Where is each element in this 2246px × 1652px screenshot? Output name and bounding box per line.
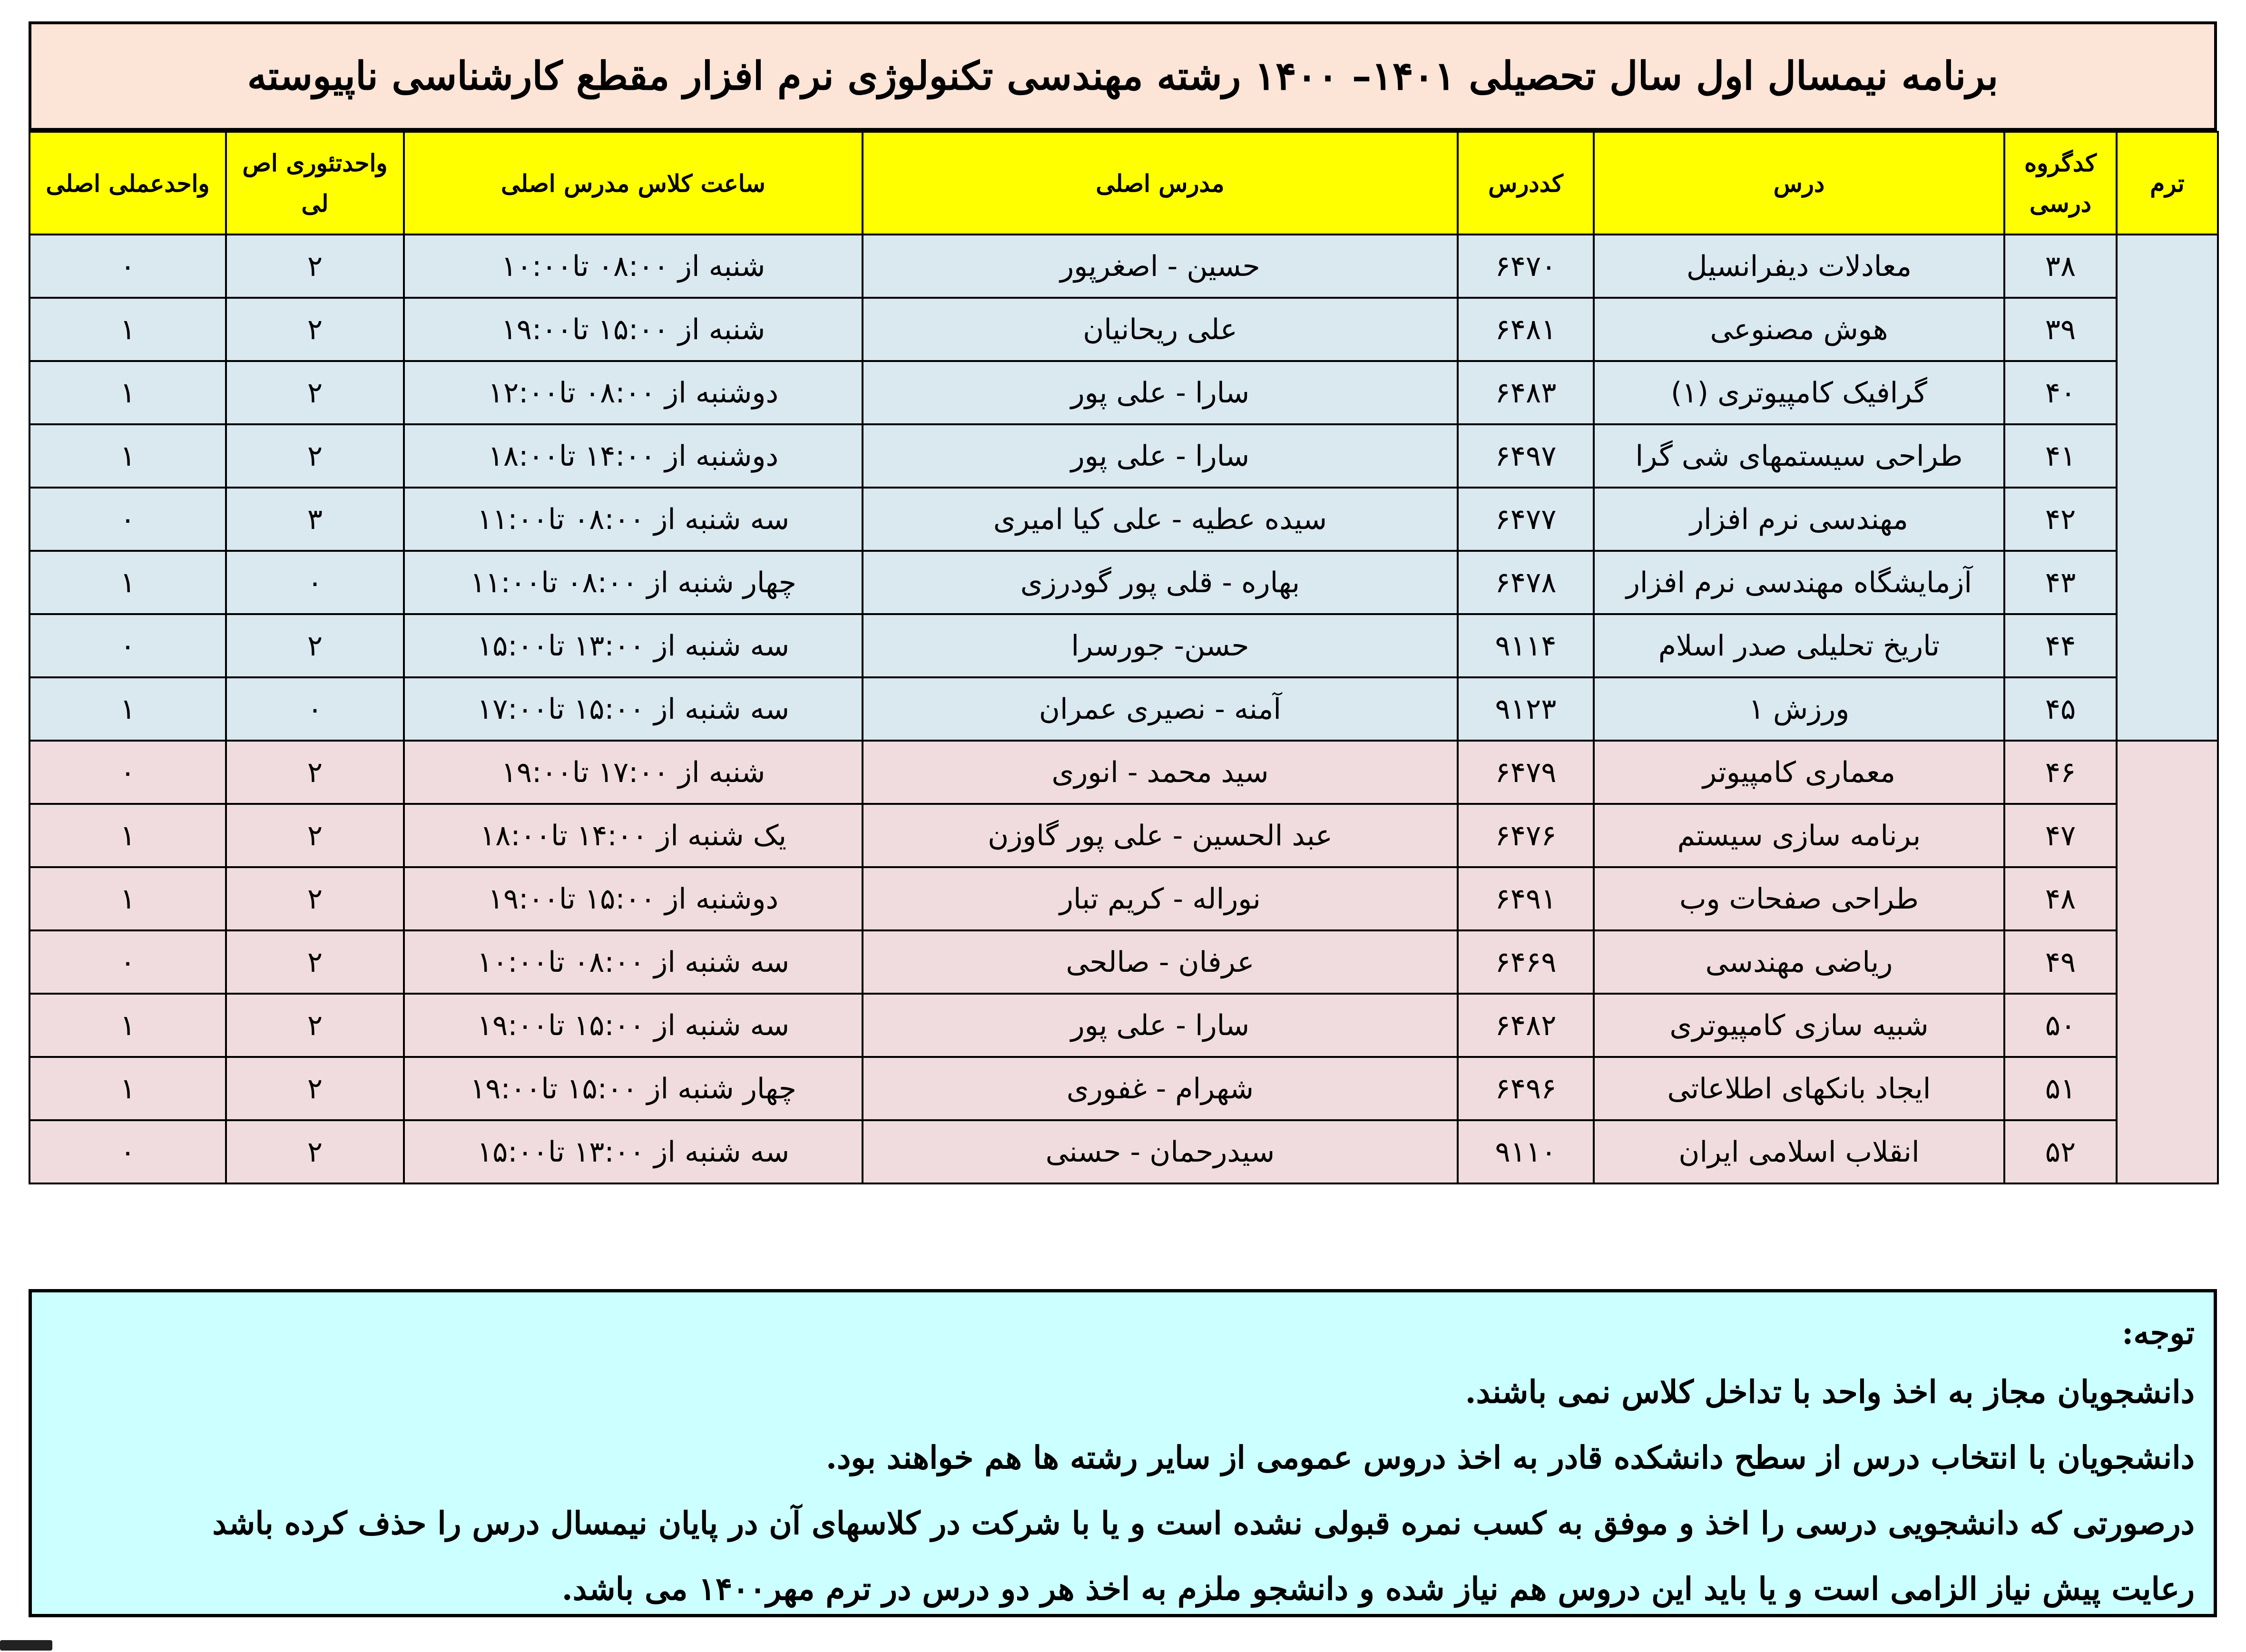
course-code-cell: ۶۴۸۲ (1458, 994, 1594, 1057)
class-time-cell: سه شنبه از ۱۵:۰۰ تا۱۷:۰۰ (404, 677, 863, 741)
class-time-cell: سه شنبه از ۱۳:۰۰ تا۱۵:۰۰ (404, 1120, 863, 1183)
instructor-cell: سارا - علی پور (863, 424, 1458, 488)
course-name-cell: ریاضی مهندسی (1594, 930, 2004, 994)
practical-units-cell: ۰ (29, 235, 226, 298)
instructor-cell: حسین - اصغرپور (863, 235, 1458, 298)
table-row (29, 361, 2218, 424)
group-code-cell: ۴۳ (2004, 551, 2117, 614)
class-time-cell: دوشنبه از ۱۴:۰۰ تا۱۸:۰۰ (404, 424, 863, 488)
corner-watermark (0, 1640, 52, 1651)
course-code-cell: ۶۴۷۶ (1458, 804, 1594, 867)
instructor-cell: سیده عطیه - علی کیا امیری (863, 488, 1458, 551)
theory-units-cell: ۲ (226, 867, 404, 930)
instructor-cell: بهاره - قلی پور گودرزی (863, 551, 1458, 614)
instructor-cell: سارا - علی پور (863, 361, 1458, 424)
header-instructor: مدرس اصلی (863, 132, 1458, 235)
group-code-cell: ۴۴ (2004, 614, 2117, 677)
course-code-cell: ۶۴۷۷ (1458, 488, 1594, 551)
header-course-code: کددرس (1458, 132, 1594, 235)
notes-heading: توجه: (2121, 1314, 2195, 1351)
class-time-cell: چهار شنبه از ۰۸:۰۰ تا۱۱:۰۰ (404, 551, 863, 614)
table-row (29, 424, 2218, 488)
course-name-cell: طراحی صفحات وب (1594, 867, 2004, 930)
group-code-cell: ۵۱ (2004, 1057, 2117, 1120)
instructor-cell: سیدرحمان - حسنی (863, 1120, 1458, 1183)
course-name-cell: ایجاد بانکهای اطلاعاتی (1594, 1057, 2004, 1120)
course-code-cell: ۶۴۷۸ (1458, 551, 1594, 614)
term-label-third (2117, 741, 2218, 1183)
table-row (29, 298, 2218, 361)
course-code-cell: ۶۴۷۰ (1458, 235, 1594, 298)
group-code-cell: ۵۲ (2004, 1120, 2117, 1183)
course-code-cell: ۹۱۲۳ (1458, 677, 1594, 741)
theory-units-cell: ۲ (226, 424, 404, 488)
group-code-cell: ۳۹ (2004, 298, 2117, 361)
notes-box (29, 1289, 2217, 1617)
theory-units-cell: ۲ (226, 741, 404, 804)
group-code-cell: ۴۱ (2004, 424, 2117, 488)
class-time-cell: سه شنبه از ۰۸:۰۰ تا۱۰:۰۰ (404, 930, 863, 994)
class-time-cell: یک شنبه از ۱۴:۰۰ تا۱۸:۰۰ (404, 804, 863, 867)
course-code-cell: ۹۱۱۰ (1458, 1120, 1594, 1183)
practical-units-cell: ۱ (29, 867, 226, 930)
class-time-cell: سه شنبه از ۱۵:۰۰ تا۱۹:۰۰ (404, 994, 863, 1057)
term-label-second (2117, 235, 2218, 741)
instructor-cell: عبد الحسین - علی پور گاوزن (863, 804, 1458, 867)
note-line: دانشجویان مجاز به اخذ واحد با تداخل کلاس نمی باشند. (1465, 1373, 2195, 1410)
class-time-cell: شنبه از ۱۷:۰۰ تا۱۹:۰۰ (404, 741, 863, 804)
course-code-cell: ۶۴۷۹ (1458, 741, 1594, 804)
theory-units-cell: ۲ (226, 235, 404, 298)
instructor-cell: عرفان - صالحی (863, 930, 1458, 994)
table-row (29, 235, 2218, 298)
practical-units-cell: ۰ (29, 488, 226, 551)
theory-units-cell: ۲ (226, 804, 404, 867)
practical-units-cell: ۰ (29, 614, 226, 677)
table-row (29, 930, 2218, 994)
group-code-cell: ۳۸ (2004, 235, 2117, 298)
course-code-cell: ۶۴۶۹ (1458, 930, 1594, 994)
class-time-cell: سه شنبه از ۱۳:۰۰ تا۱۵:۰۰ (404, 614, 863, 677)
note-line: درصورتی که دانشجویی درسی را اخذ و موفق به کسب نمره قبولی نشده است و یا با شرکت در کلاسهای آن در پایان نیمسال درس را حذف کرده باشد (212, 1505, 2195, 1542)
class-time-cell: دوشنبه از ۰۸:۰۰ تا۱۲:۰۰ (404, 361, 863, 424)
course-code-cell: ۶۴۹۷ (1458, 424, 1594, 488)
course-code-cell: ۹۱۱۴ (1458, 614, 1594, 677)
course-code-cell: ۶۴۸۱ (1458, 298, 1594, 361)
course-name-cell: طراحی سیستمهای شی گرا (1594, 424, 2004, 488)
theory-units-cell: ۲ (226, 994, 404, 1057)
note-line: رعایت پیش نیاز الزامی است و یا باید این دروس هم نیاز شده و دانشجو ملزم به اخذ هر دو درس در ترم مهر۱۴۰۰ می باشد. (561, 1570, 2195, 1607)
instructor-cell: نوراله - کریم تبار (863, 867, 1458, 930)
theory-units-cell: ۰ (226, 677, 404, 741)
theory-units-cell: ۰ (226, 551, 404, 614)
course-schedule-table (29, 131, 2219, 1184)
page-title: برنامه نیمسال اول سال تحصیلی ۱۴۰۱– ۱۴۰۰ رشته مهندسی تکنولوژی نرم افزار مقطع کارشناسی ناپیوسته (29, 21, 2217, 131)
instructor-cell: آمنه - نصیری عمران (863, 677, 1458, 741)
table-row (29, 741, 2218, 804)
class-time-cell: دوشنبه از ۱۵:۰۰ تا۱۹:۰۰ (404, 867, 863, 930)
practical-units-cell: ۱ (29, 677, 226, 741)
class-time-cell: شنبه از ۰۸:۰۰ تا۱۰:۰۰ (404, 235, 863, 298)
header-practical-units: واحدعملی اصلی (29, 132, 226, 235)
course-name-cell: انقلاب اسلامی ایران (1594, 1120, 2004, 1183)
class-time-cell: چهار شنبه از ۱۵:۰۰ تا۱۹:۰۰ (404, 1057, 863, 1120)
group-code-cell: ۴۲ (2004, 488, 2117, 551)
header-class-time: ساعت کلاس مدرس اصلی (404, 132, 863, 235)
practical-units-cell: ۱ (29, 361, 226, 424)
course-name-cell: هوش مصنوعی (1594, 298, 2004, 361)
table-row (29, 488, 2218, 551)
group-code-cell: ۵۰ (2004, 994, 2117, 1057)
class-time-cell: شنبه از ۱۵:۰۰ تا۱۹:۰۰ (404, 298, 863, 361)
practical-units-cell: ۱ (29, 804, 226, 867)
group-code-cell: ۴۷ (2004, 804, 2117, 867)
table-row (29, 867, 2218, 930)
group-code-cell: ۴۰ (2004, 361, 2117, 424)
theory-units-cell: ۲ (226, 930, 404, 994)
theory-units-cell: ۲ (226, 298, 404, 361)
header-group-code: کدگروه درسی (2004, 132, 2117, 235)
course-code-cell: ۶۴۹۶ (1458, 1057, 1594, 1120)
table-row (29, 1057, 2218, 1120)
table-row (29, 1120, 2218, 1183)
practical-units-cell: ۱ (29, 551, 226, 614)
course-name-cell: شبیه سازی کامپیوتری (1594, 994, 2004, 1057)
theory-units-cell: ۳ (226, 488, 404, 551)
table-row (29, 614, 2218, 677)
header-course: درس (1594, 132, 2004, 235)
course-name-cell: ورزش ۱ (1594, 677, 2004, 741)
practical-units-cell: ۰ (29, 741, 226, 804)
group-code-cell: ۴۶ (2004, 741, 2117, 804)
theory-units-cell: ۲ (226, 614, 404, 677)
table-row (29, 994, 2218, 1057)
course-name-cell: مهندسی نرم افزار (1594, 488, 2004, 551)
instructor-cell: حسن- جورسرا (863, 614, 1458, 677)
instructor-cell: علی ریحانیان (863, 298, 1458, 361)
header-term: ترم (2117, 132, 2218, 235)
practical-units-cell: ۱ (29, 298, 226, 361)
table-row (29, 551, 2218, 614)
practical-units-cell: ۰ (29, 1120, 226, 1183)
group-code-cell: ۴۵ (2004, 677, 2117, 741)
course-name-cell: معماری کامپیوتر (1594, 741, 2004, 804)
group-code-cell: ۴۸ (2004, 867, 2117, 930)
practical-units-cell: ۱ (29, 424, 226, 488)
course-code-cell: ۶۴۸۳ (1458, 361, 1594, 424)
practical-units-cell: ۰ (29, 930, 226, 994)
table-row (29, 804, 2218, 867)
theory-units-cell: ۲ (226, 1120, 404, 1183)
course-code-cell: ۶۴۹۱ (1458, 867, 1594, 930)
course-name-cell: برنامه سازی سیستم (1594, 804, 2004, 867)
class-time-cell: سه شنبه از ۰۸:۰۰ تا۱۱:۰۰ (404, 488, 863, 551)
instructor-cell: سارا - علی پور (863, 994, 1458, 1057)
practical-units-cell: ۱ (29, 1057, 226, 1120)
theory-units-cell: ۲ (226, 1057, 404, 1120)
course-name-cell: آزمایشگاه مهندسی نرم افزار (1594, 551, 2004, 614)
header-theory-units: واحدتئوری اص لی (226, 132, 404, 235)
table-header-row (29, 132, 2218, 235)
course-name-cell: گرافیک کامپیوتری (۱) (1594, 361, 2004, 424)
course-name-cell: معادلات دیفرانسیل (1594, 235, 2004, 298)
instructor-cell: سید محمد - انوری (863, 741, 1458, 804)
practical-units-cell: ۱ (29, 994, 226, 1057)
theory-units-cell: ۲ (226, 361, 404, 424)
instructor-cell: شهرام - غفوری (863, 1057, 1458, 1120)
note-line: دانشجویان با انتخاب درس از سطح دانشکده قادر به اخذ دروس عمومی از سایر رشته ها هم خواهند بود. (826, 1439, 2195, 1476)
course-name-cell: تاریخ تحلیلی صدر اسلام (1594, 614, 2004, 677)
table-row (29, 677, 2218, 741)
group-code-cell: ۴۹ (2004, 930, 2117, 994)
